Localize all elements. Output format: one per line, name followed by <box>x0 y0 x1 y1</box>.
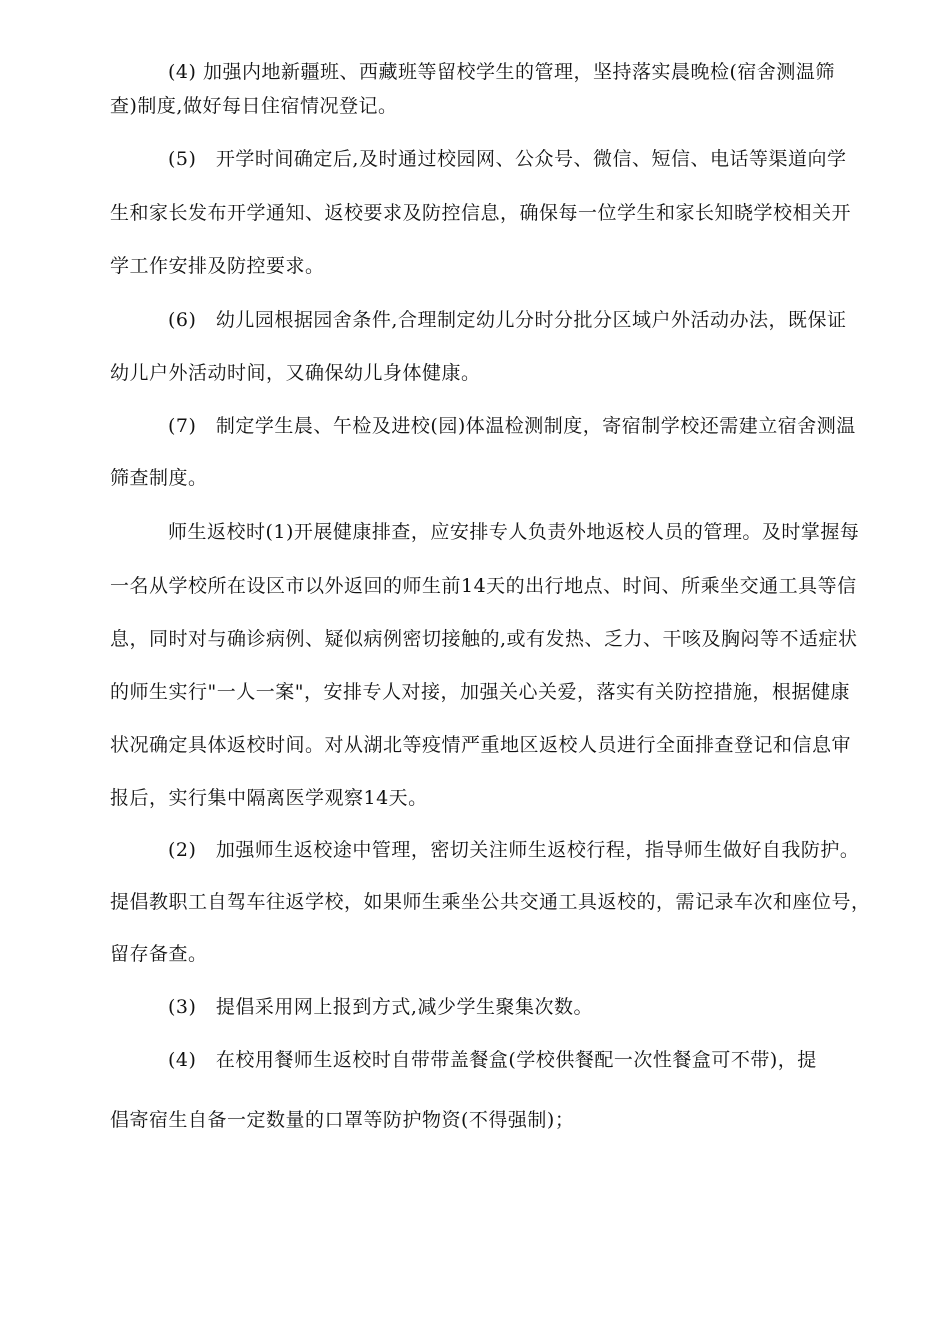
section-return-line-5: 状况确定具体返校时间。对从湖北等疫情严重地区返校人员进行全面排查登记和信息审 <box>110 734 852 756</box>
item-2-line-2: 提倡教职工自驾车往返学校，如果师生乘坐公共交通工具返校的，需记录车次和座位号， <box>110 891 871 913</box>
paragraph-6-line-1: (6) 幼儿园根据园舍条件,合理制定幼儿分时分批分区域户外活动办法，既保证 <box>168 309 847 331</box>
section-return-line-3: 息，同时对与确诊病例、疑似病例密切接触的,或有发热、乏力、干咳及胸闷等不适症状 <box>110 628 858 650</box>
paragraph-7-line-1: (7) 制定学生晨、午检及进校(园)体温检测制度，寄宿制学校还需建立宿舍测温 <box>168 415 856 437</box>
section-return-line-6: 报后，实行集中隔离医学观察14天。 <box>110 787 428 809</box>
paragraph-4-line-2: 查)制度,做好每日住宿情况登记。 <box>110 95 398 117</box>
paragraph-5-line-3: 学工作安排及防控要求。 <box>110 255 325 277</box>
item-2-line-3: 留存备查。 <box>110 943 208 965</box>
item-3-line-1: (3) 提倡采用网上报到方式,减少学生聚集次数。 <box>168 996 593 1018</box>
paragraph-4-line-1: (4) 加强内地新疆班、西藏班等留校学生的管理，坚持落实晨晚检(宿舍测温筛 <box>168 61 835 83</box>
section-return-line-2: 一名从学校所在设区市以外返回的师生前14天的出行地点、时间、所乘坐交通工具等信 <box>110 575 857 597</box>
item-4-line-2: 倡寄宿生自备一定数量的口罩等防护物资(不得强制)； <box>110 1109 575 1131</box>
section-return-line-1: 师生返校时(1)开展健康排查，应安排专人负责外地返校人员的管理。及时掌握每 <box>168 521 860 543</box>
paragraph-5-line-1: (5) 开学时间确定后,及时通过校园网、公众号、微信、短信、电话等渠道向学 <box>168 148 847 170</box>
paragraph-7-line-2: 筛查制度。 <box>110 467 208 489</box>
item-4-line-1: (4) 在校用餐师生返校时自带带盖餐盒(学校供餐配一次性餐盒可不带)，提 <box>168 1049 817 1071</box>
paragraph-5-line-2: 生和家长发布开学通知、返校要求及防控信息，确保每一位学生和家长知晓学校相关开 <box>110 202 852 224</box>
section-return-line-4: 的师生实行"一人一案"，安排专人对接，加强关心关爱，落实有关防控措施，根据健康 <box>110 681 850 703</box>
paragraph-6-line-2: 幼儿户外活动时间，又确保幼儿身体健康。 <box>110 362 481 384</box>
item-2-line-1: (2) 加强师生返校途中管理，密切关注师生返校行程，指导师生做好自我防护。 <box>168 839 860 861</box>
